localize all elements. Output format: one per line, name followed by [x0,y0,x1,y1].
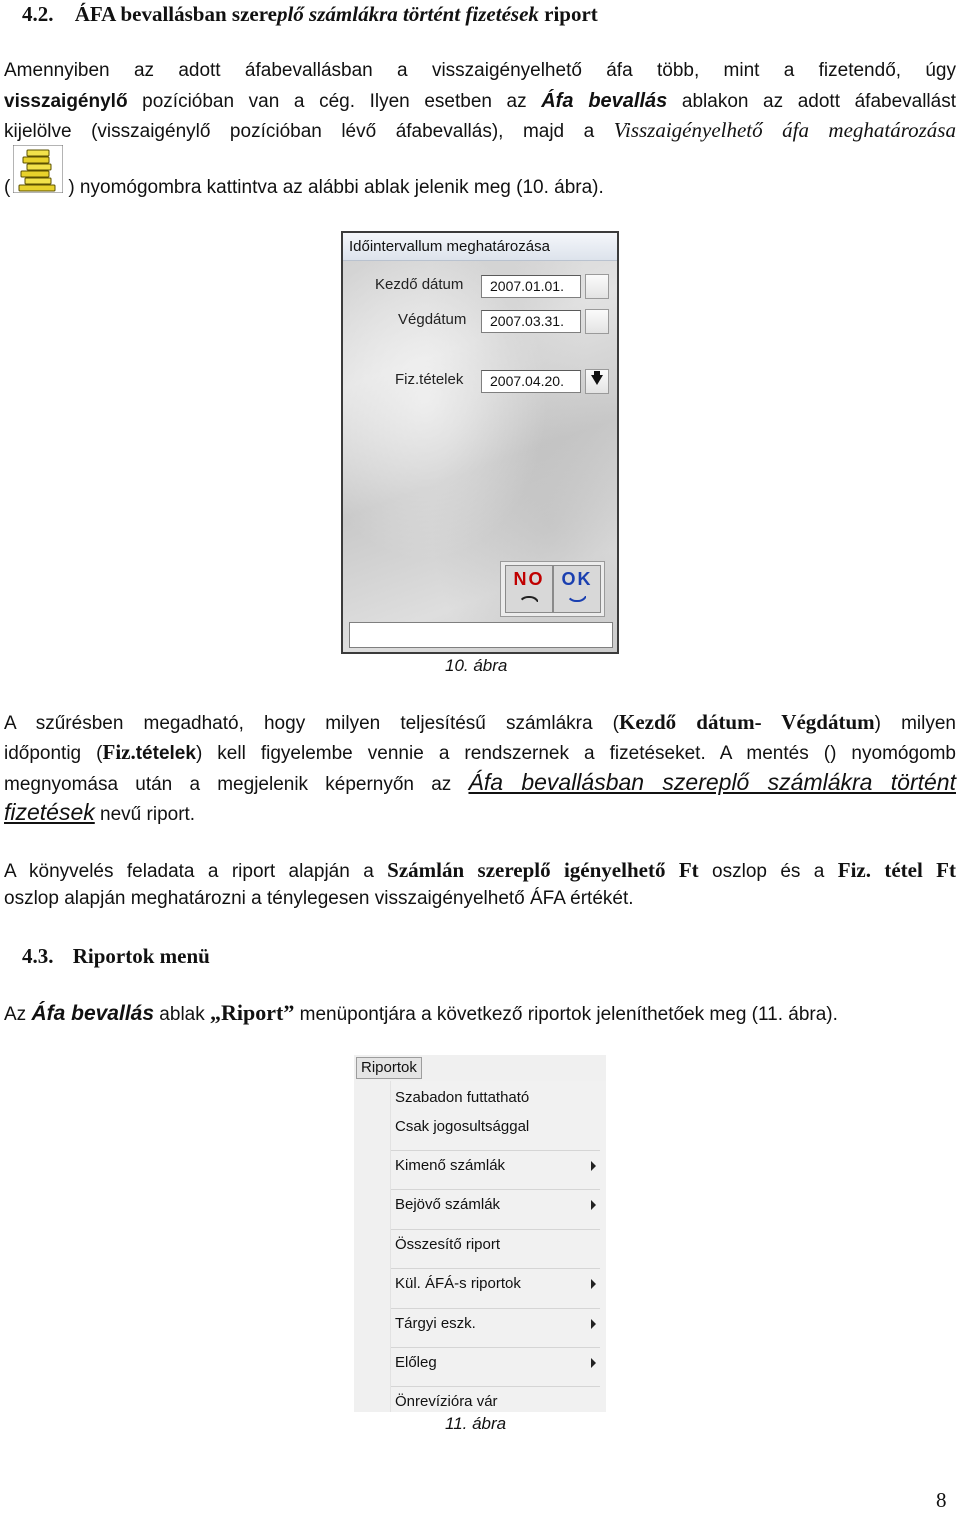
ok-button[interactable] [553,565,601,613]
page-number: 8 [936,1488,947,1512]
para4-line [4,1001,956,1027]
para2-text-4b: nevű riport. [94,804,196,825]
menu-term: „Riport” [210,1000,295,1025]
para3-line2: oszlop alapján meghatározni a ténylegesen visszaigényelhető ÁFA értékét. [4,888,634,909]
report-name-end: fizetések [4,799,95,825]
no-button[interactable] [505,565,553,613]
reports-dropdown [390,1081,606,1412]
menu-item[interactable] [391,1269,606,1299]
dialog-title: Időintervallum meghatározása [343,233,617,261]
para2-text-1a: A szűrésben megadható, hogy milyen teljesítésű számlákra ( [4,713,620,734]
subsection-number: 4.3. [22,944,54,968]
menu-riportok[interactable]: Riportok [356,1057,422,1079]
button-name: Visszaigényelhető áfa meghatározása [613,118,956,142]
section-title-b: plő számlákra történt fizetések [276,2,539,26]
menu-item-label: Tárgyi eszk. [395,1315,476,1332]
end-date-field[interactable]: 2007.03.31. [481,310,581,333]
status-field [349,622,613,648]
section-title-c: riport [538,2,598,26]
menu-item[interactable] [391,1230,606,1260]
menu-item[interactable] [391,1112,606,1142]
figure-11-caption: 11. ábra [445,1414,507,1433]
menu-item-label: Csak jogosultsággal [395,1118,530,1135]
ok-button-label: OK [561,569,593,589]
menu-item-label: Bejövő számlák [395,1196,501,1213]
para2-text-1c: ) milyen [874,713,956,734]
tetelek-term: tételek [135,743,196,764]
end-date-button[interactable] [585,309,609,334]
submenu-arrow-icon [591,1279,596,1289]
menu-item-label: Összesítő riport [395,1236,501,1253]
dialog-button-group [500,561,605,617]
menu-item-label: Kül. ÁFÁ-s riportok [395,1275,521,1292]
para1-text: pozícióban van a cég. Ilyen esetben az [127,91,542,112]
no-button-label: NO [513,569,545,589]
start-date-button[interactable] [585,274,609,299]
para2-text-3a: megnyomása után a megjelenik képernyőn az [4,774,469,795]
submenu-arrow-icon [591,1358,596,1368]
paren-open: ( [4,177,11,198]
arrow-down-icon [591,375,603,385]
column-name-2: Fiz. tétel Ft [837,858,956,882]
menu-item[interactable] [391,1387,606,1412]
menu-item-label: Előleg [395,1354,437,1371]
reports-menu [354,1055,606,1412]
para1-line4 [4,176,956,200]
para4-text-e: menüpontjára a következő riportok jeleníthetőek meg (11. ábra). [294,1004,838,1025]
section-heading [22,2,598,27]
para1-text-end: ablakon az adott áfabevallást [667,91,956,112]
subsection-title: Riportok menü [72,944,210,968]
window-name: Áfa bevallás [541,90,668,112]
para2-line2 [4,740,956,766]
para2-text-2a: időpontig ( [4,743,103,764]
column-name-1: Számlán szereplő igényelhető Ft [387,858,699,882]
para3-line1 [4,858,956,884]
para1-text-4: ) nyomógombra kattintva az alábbi ablak jelenik meg (10. ábra). [68,177,604,198]
menu-item-label: Kimenő számlák [395,1157,506,1174]
para4-text-a: Az [4,1004,32,1025]
menu-item[interactable] [391,1151,606,1181]
menu-item-label: Szabadon futtatható [395,1089,530,1106]
submenu-arrow-icon [591,1161,596,1171]
para1-text-3: kijelölve (visszaigénylő pozícióban lévő áfabevallás), majd a [4,121,614,142]
menu-item[interactable] [391,1309,606,1339]
payment-date-button[interactable] [585,369,609,394]
para1-line3 [4,118,956,144]
submenu-arrow-icon [591,1319,596,1329]
fiz-term: Fiz. [102,740,136,764]
section-number: 4.2. [22,2,54,26]
window-name-2: Áfa bevallás [31,1002,155,1025]
bold-term: visszaigénylő [4,91,128,112]
start-date-label: Kezdő dátum [375,276,464,293]
para1-line2 [4,89,956,114]
report-name: Áfa bevallásban szereplő számlákra történt [468,769,956,795]
start-date-field[interactable]: 2007.01.01. [481,275,581,298]
submenu-arrow-icon [591,1200,596,1210]
para3-text-1a: A könyvelés feladata a riport alapján a [4,861,388,882]
menu-item[interactable] [391,1348,606,1378]
date-range-term: Kezdő dátum- Végdátum [619,710,875,734]
menu-item[interactable] [391,1190,606,1220]
smile-face-icon [566,592,588,602]
para3-text-1c: oszlop és a [698,861,838,882]
para2-line1 [4,710,956,736]
para2-line4 [4,800,956,827]
figure-10-caption: 10. ábra [445,656,508,675]
para2-line3 [4,770,956,797]
para2-text-2d: ) kell figyelembe vennie a rendszernek a fizetéseket. A mentés () nyomógomb [195,743,956,764]
para4-text-c: ablak [154,1004,211,1025]
end-date-label: Végdátum [398,311,467,328]
coins-icon [13,145,63,193]
payment-items-label: Fiz.tételek [395,371,464,388]
sad-face-icon [518,596,540,606]
section-title-a: ÁFA bevallásban szere [74,2,277,26]
payment-date-field[interactable]: 2007.04.20. [481,370,581,393]
date-interval-dialog [341,231,619,654]
menu-item[interactable] [391,1083,606,1113]
menu-item-label: Önrevízióra vár [395,1393,498,1410]
subsection-heading [22,944,210,969]
para1-line1: Amennyiben az adott áfabevallásban a visszaigényelhető áfa több, mint a fizetendő, úgy [4,60,956,81]
